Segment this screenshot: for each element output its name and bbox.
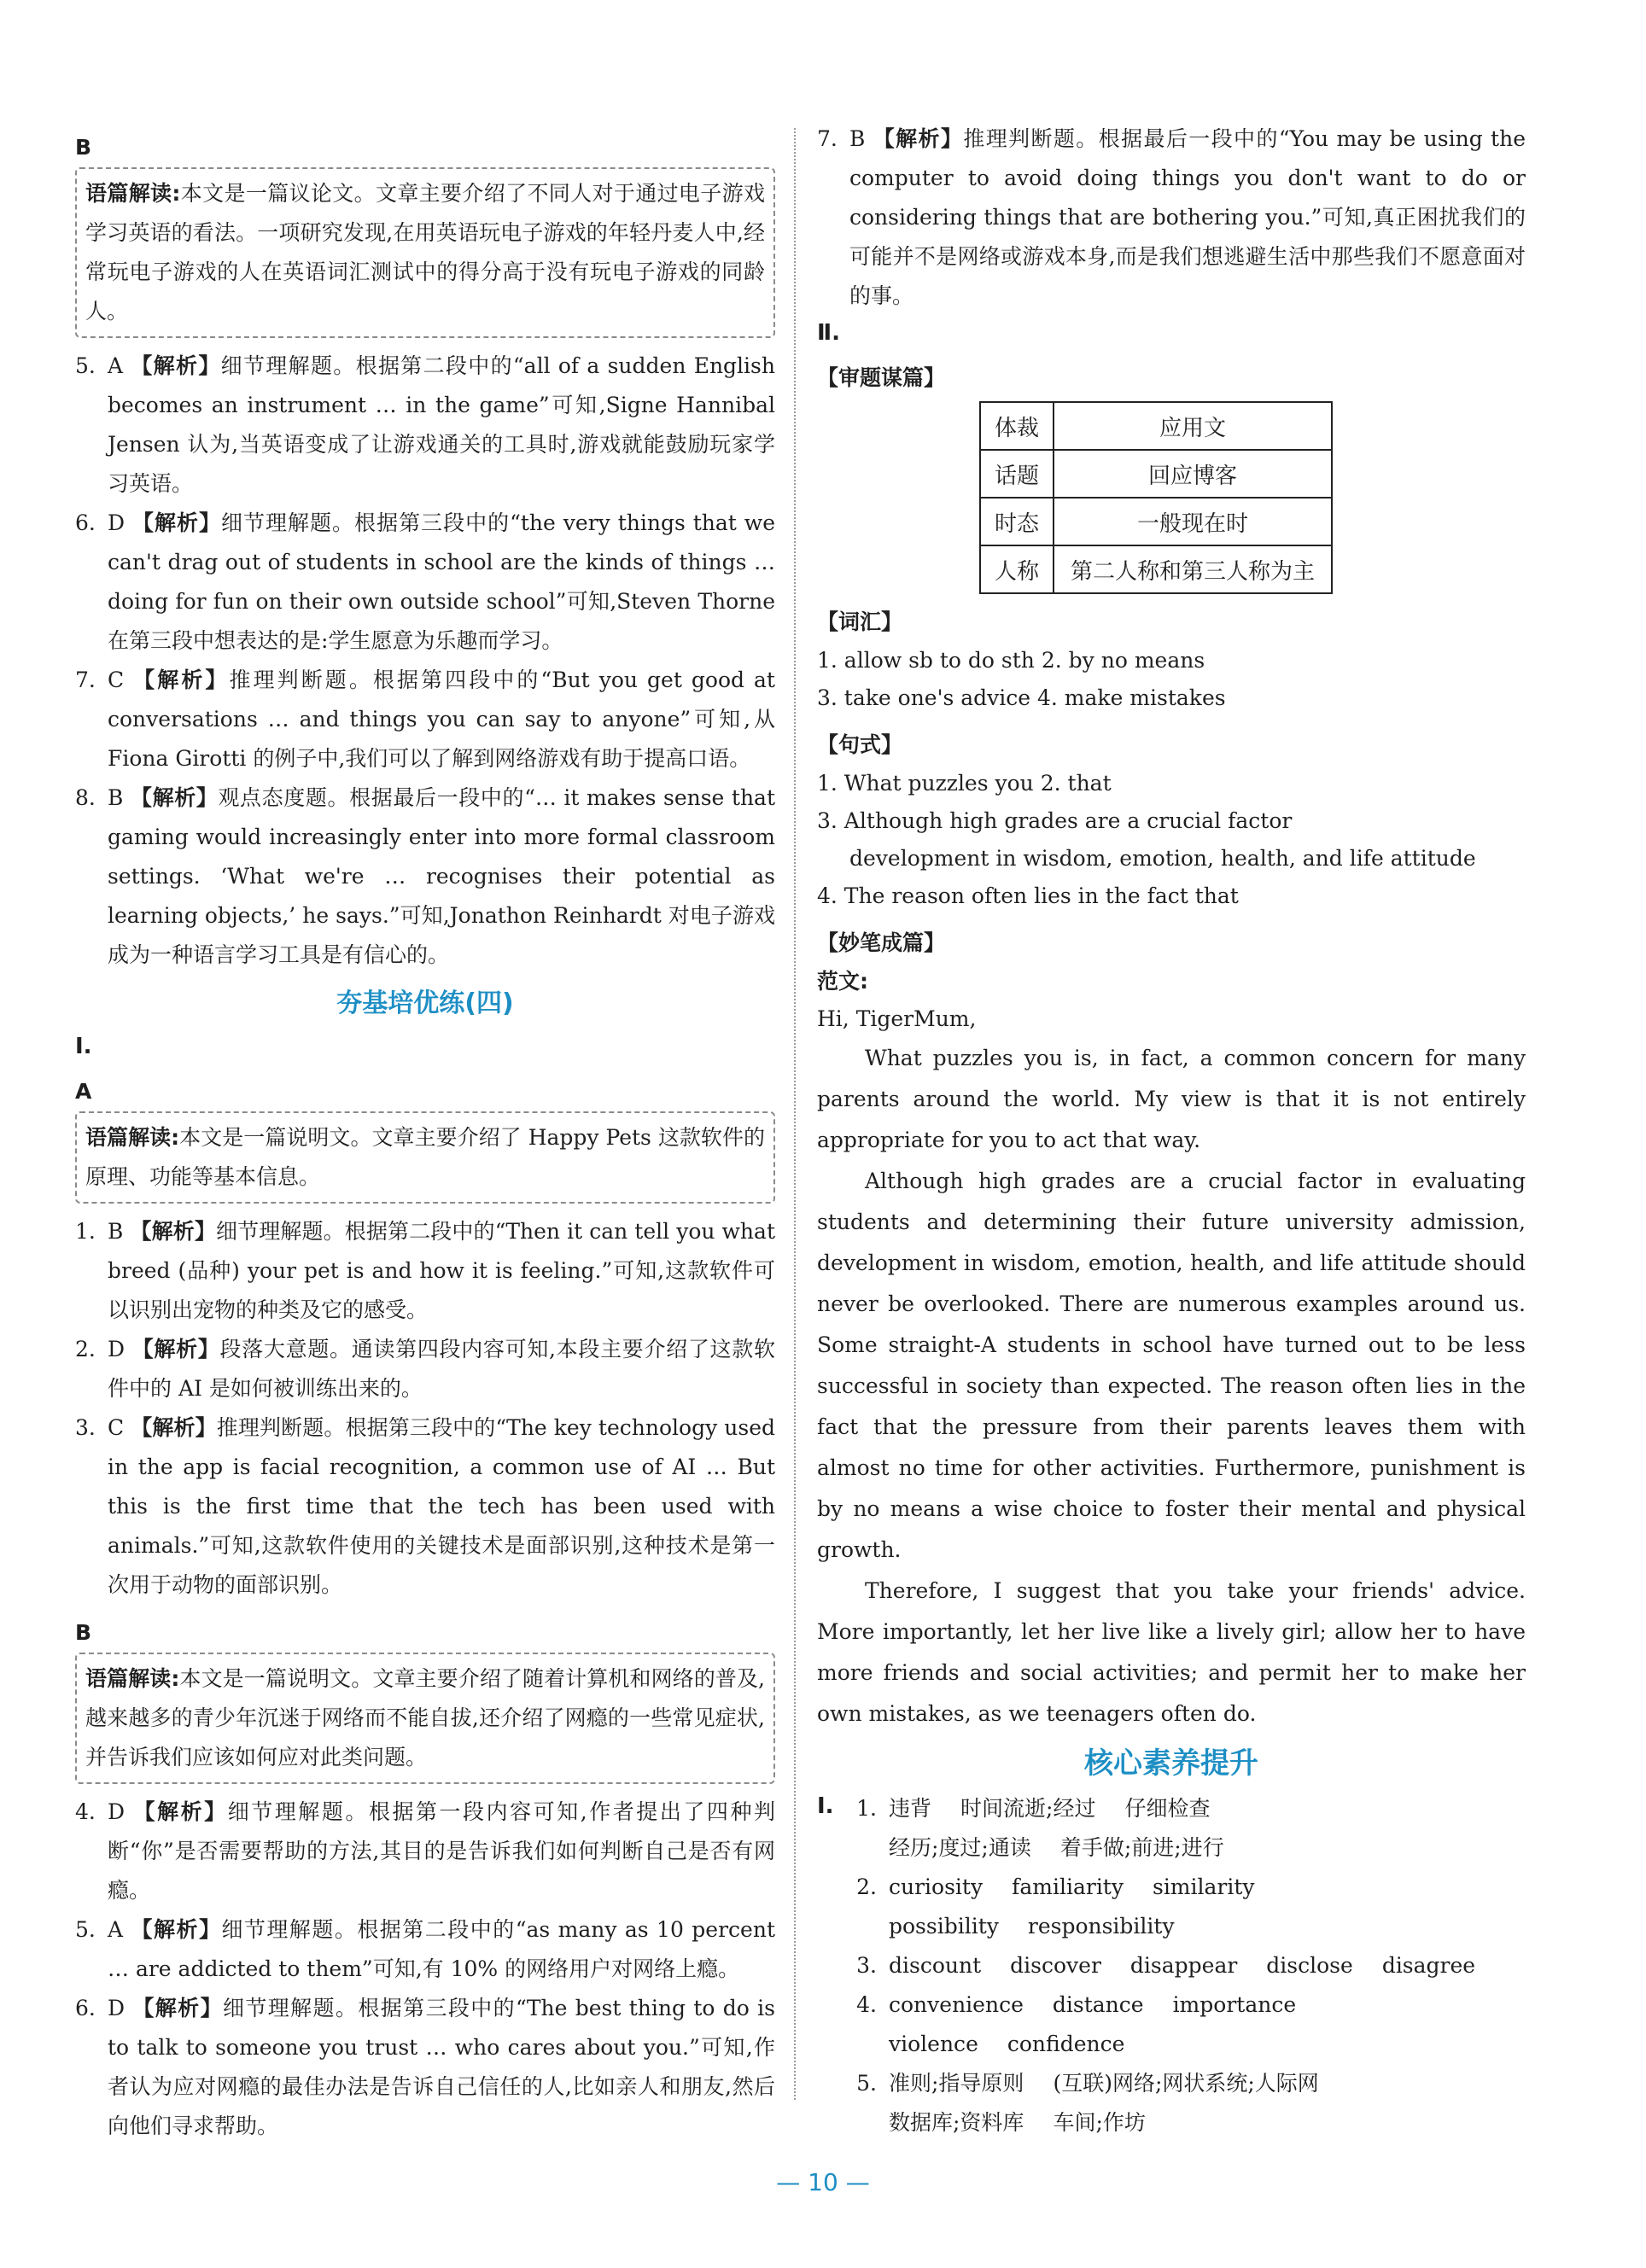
word-number [817,1828,889,1868]
section-a: A [75,1079,92,1104]
word-entry: 准则;指导原则 [889,2071,1024,2096]
word-entries [889,2064,1526,2103]
item-explanation: 细节理解题。根据第二段中的“Then it can tell you what breed (品种) your pet is and how it is feeling.”可知,这款软件可以识别出宠物的种类及它的感受。 [108,1219,775,1322]
item-tag: 【解析】 [131,1415,217,1440]
item-number: 8. [75,785,96,810]
plan-value: 第二人称和第三人称为主 [1054,545,1332,593]
item-answer: C [108,1415,125,1440]
word-entries [889,1985,1526,2025]
part-marker: Ⅱ. [817,320,841,346]
item-text [108,347,775,504]
section-heading: 核心素养提升 [1084,1746,1258,1781]
word-entry: responsibility [1027,1914,1175,1939]
item-tag: 【解析】 [131,353,221,378]
item-number: 4. [75,1799,96,1824]
item-explanation: 细节理解题。根据第三段中的“the very things that we can't drag out of students in school are the kinds of things … doing for fun on their own outside school”可知,Steven Thorne 在第三段中想表达的是:学生愿意为乐趣而学习。 [108,510,775,653]
word-number: 1. [856,1796,877,1821]
word-entries [889,2103,1526,2143]
answer-item [75,1793,775,1910]
summary-label: 语篇解读: [85,1666,180,1691]
word-entry: confidence [1007,2032,1125,2056]
item-number: 7. [75,668,96,692]
word-entry: distance [1052,1992,1144,2017]
item-explanation: 细节理解题。根据第三段中的“The best thing to do is to talk to someone you trust … who cares about you.”可知,作者认为应对网瘾的最佳办法是告诉自己信任的人,比如亲人和朋友,然后向他们寻求帮助。 [108,1996,775,2138]
sentence-continuation: development in wisdom, emotion, health, and life attitude [849,846,1476,871]
letter-paragraph: Therefore, I suggest that you take your friends' advice. More importantly, let her live like a lively girl; allow her to have more friends and social activities; and permit her to make her own mistakes, as we teenagers often do. [817,1578,1526,1726]
word-entries [889,1868,1526,1907]
summary-label: 语篇解读: [85,181,181,206]
item-tag: 【解析】 [132,1996,223,2020]
letter-paragraph: What puzzles you is, in fact, a common concern for many parents around the world. My view is that it is not entirely appropriate for you to act that way. [817,1046,1526,1152]
word-entry: violence [889,2032,978,2056]
item-number: 5. [75,1917,96,1942]
word-number: 4. [856,1992,877,2017]
word-entry: curiosity [889,1874,984,1899]
word-line [817,2064,1526,2103]
section-writing: 【妙笔成篇】 [817,930,946,955]
word-line [817,1985,1526,2025]
item-explanation: 推理判断题。根据第四段中的“But you get good at conversations … and things you can say to anyone”可知,从 Fiona Girotti 的例子中,我们可以了解到网络游戏有助于提高口语。 [108,668,775,771]
word-entries [889,2025,1526,2064]
word-number [817,2025,889,2064]
word-entry: familiarity [1012,1874,1124,1899]
section-sentence: 【句式】 [817,732,903,757]
item-text [108,778,775,975]
passage-summary-box [75,1653,775,1784]
section-vocab: 【词汇】 [817,609,903,634]
part-marker: Ⅰ. [817,1793,834,1819]
plan-key: 人称 [980,545,1054,593]
item-tag: 【解析】 [132,510,222,535]
item-tag: 【解析】 [130,785,219,810]
plan-row [980,545,1332,593]
word-entries [889,1907,1526,1946]
word-line [817,2025,1526,2064]
plan-key: 体裁 [980,402,1054,450]
item-explanation: 细节理解题。根据第二段中的“as many as 10 percent … are addicted to them”可知,有 10% 的网络用户对网络上瘾。 [108,1917,775,1981]
model-label: 范文: [817,969,868,994]
word-entry: discount [889,1953,982,1978]
answer-item [75,1910,775,1989]
word-number: 2. [856,1874,877,1899]
word-entry: similarity [1152,1874,1255,1899]
section-plan: 【审题谋篇】 [817,365,946,390]
item-number: 2. [75,1337,96,1361]
word-entry: 车间;作坊 [1053,2110,1146,2135]
left-column [75,120,775,2146]
item-number: 3. [75,1415,96,1440]
item-text [108,1910,775,1989]
item-number: 7. [817,126,838,151]
item-text [108,1212,775,1330]
summary-text: 本文是一篇议论文。文章主要介绍了不同人对于通过电子游戏学习英语的看法。一项研究发现,在用英语玩电子游戏的年轻丹麦人中,经常玩电子游戏的人在英语词汇测试中的得分高于没有玩电子游戏的同龄人。 [85,181,765,324]
item-number: 5. [75,353,96,378]
item-text [108,1989,775,2146]
item-tag: 【解析】 [133,1799,228,1824]
item-text [108,1330,775,1408]
letter-paragraph: Although high grades are a crucial factor in evaluating students and determining their future university admission, development in wisdom, emotion, health, and life attitude should never be overlooked. There are numerous examples around us. Some straight-A students in school have turned out to be less successful in society than expected. The reason often lies in the fact that the pressure from their parents leaves them with almost no time for other activities. Furthermore, punishment is by no means a wise choice to foster their mental and physical growth. [817,1169,1526,1562]
item-tag: 【解析】 [133,668,230,692]
word-entry: importance [1172,1992,1297,2017]
part-marker: Ⅰ. [75,1034,92,1059]
word-entry: 时间流逝;经过 [960,1796,1096,1821]
item-answer: B [108,785,124,810]
sentence-line: 3. Although high grades are a crucial factor [817,808,1293,833]
item-answer: A [108,1917,124,1942]
item-answer: A [108,353,124,378]
word-line [817,1946,1526,1985]
item-tag: 【解析】 [873,126,964,151]
writing-plan-table [979,401,1333,594]
word-entries [889,1828,1526,1868]
item-text [108,1793,775,1910]
item-explanation: 段落大意题。通读第四段内容可知,本段主要介绍了这款软件中的 AI 是如何被训练出来的。 [108,1337,775,1401]
item-number: 1. [75,1219,96,1244]
answer-item [75,347,775,504]
word-number: 3. [856,1953,877,1978]
item-answer: B [849,126,866,151]
item-tag: 【解析】 [130,1219,216,1244]
item-answer: D [108,510,125,535]
item-explanation: 推理判断题。根据最后一段中的“You may be using the computer to avoid doing things you don't want to do or considering things that are bothering you.”可知,真正困扰我们的可能并不是网络或游戏本身,而是我们想逃避生活中那些我们不愿意面对的事。 [849,126,1526,308]
page-number: — 10 — [776,2168,870,2196]
word-entry: possibility [889,1914,999,1939]
sentence-line: 1. What puzzles you 2. that [817,771,1112,796]
item-text [108,504,775,661]
word-entries [889,1789,1526,1828]
answer-item [75,778,775,975]
answer-item [75,1212,775,1330]
right-column [817,120,1526,2143]
plan-value: 一般现在时 [1054,498,1332,545]
sentence-line: 4. The reason often lies in the fact that [817,883,1239,908]
answer-list [75,1793,775,2146]
column-divider [794,128,796,2100]
section-b: B [75,135,92,160]
item-text [108,1408,775,1605]
item-answer: D [108,1337,125,1361]
plan-row [980,498,1332,545]
word-entry: 经历;度过;通读 [889,1835,1031,1860]
item-number: 6. [75,510,96,535]
section-heading: 夯基培优练(四) [336,988,514,1018]
word-entry: 数据库;资料库 [889,2110,1024,2135]
item-number: 6. [75,1996,96,2020]
answer-list [75,347,775,975]
word-entry: (互联)网络;网状系统;人际网 [1053,2071,1319,2096]
plan-value: 回应博客 [1054,450,1332,498]
item-explanation: 细节理解题。根据第一段内容可知,作者提出了四种判断“你”是否需要帮助的方法,其目的是告诉我们如何判断自己是否有网瘾。 [108,1799,775,1903]
section-b: B [75,1620,92,1645]
word-entry: 仔细检查 [1124,1796,1211,1821]
word-entry: discover [1010,1953,1101,1978]
item-answer: C [108,668,125,692]
word-entry: disappear [1129,1953,1238,1978]
word-line [817,1828,1526,1868]
answer-item [75,1408,775,1605]
item-explanation: 细节理解题。根据第二段中的“all of a sudden English becomes an instrument … in the game”可知,Signe Hannibal Jensen 认为,当英语变成了让游戏通关的工具时,游戏就能鼓励玩家学习英语。 [108,353,775,496]
plan-row [980,402,1332,450]
answer-item [817,120,1526,316]
vocab-line: 3. take one's advice 4. make mistakes [817,685,1226,710]
word-number [817,2103,889,2143]
item-answer: D [108,1799,125,1824]
plan-value: 应用文 [1054,402,1332,450]
item-answer: D [108,1996,125,2020]
summary-label: 语篇解读: [85,1125,180,1150]
answer-item [75,504,775,661]
word-entry: 违背 [889,1796,932,1821]
summary-text: 本文是一篇说明文。文章主要介绍了 Happy Pets 这款软件的原理、功能等基本信息。 [85,1125,765,1189]
passage-summary-box [75,1111,775,1204]
word-number [817,1907,889,1946]
summary-text: 本文是一篇说明文。文章主要介绍了随着计算机和网络的普及,越来越多的青少年沉迷于网络而不能自拔,还介绍了网瘾的一些常见症状,并告诉我们应该如何应对此类问题。 [85,1666,766,1770]
vocab-line: 1. allow sb to do sth 2. by no means [817,648,1205,673]
word-number: 5. [856,2071,877,2096]
answer-item [75,1989,775,2146]
answer-item [75,661,775,778]
answer-item [75,1330,775,1408]
plan-key: 话题 [980,450,1054,498]
word-line [817,1789,1526,1828]
word-entries [889,1946,1526,1985]
word-list [817,1789,1526,2143]
answer-list [75,1212,775,1605]
item-answer: B [108,1219,124,1244]
passage-summary-box [75,167,775,338]
plan-row [980,450,1332,498]
item-tag: 【解析】 [131,1917,222,1942]
letter-greeting: Hi, TigerMum, [817,1006,977,1031]
word-entry: disagree [1381,1953,1476,1978]
item-explanation: 观点态度题。根据最后一段中的“… it makes sense that gaming would increasingly enter into more formal classroom settings. ‘What we're … recognises their potential as learning objects,’ he says.”可知,Jonathon Reinhardt 对电子游戏成为一种语言学习工具是有信心的。 [108,785,775,967]
word-entry: convenience [889,1992,1024,2017]
word-line [817,1907,1526,1946]
word-entry: 着手做;前进;进行 [1059,1835,1224,1860]
item-text [849,120,1526,316]
item-explanation: 推理判断题。根据第三段中的“The key technology used in the app is facial recognition, a common use of AI … But this is the first time that the tech has been used with animals.”可知,这款软件使用的关键技术是面部识别,这种技术是第一次用于动物的面部识别。 [108,1415,775,1597]
word-line [817,1868,1526,1907]
plan-key: 时态 [980,498,1054,545]
item-tag: 【解析】 [131,1337,220,1361]
word-entry: disclose [1266,1953,1353,1978]
word-section [817,1789,1526,2143]
item-text [108,661,775,778]
word-line [817,2103,1526,2143]
